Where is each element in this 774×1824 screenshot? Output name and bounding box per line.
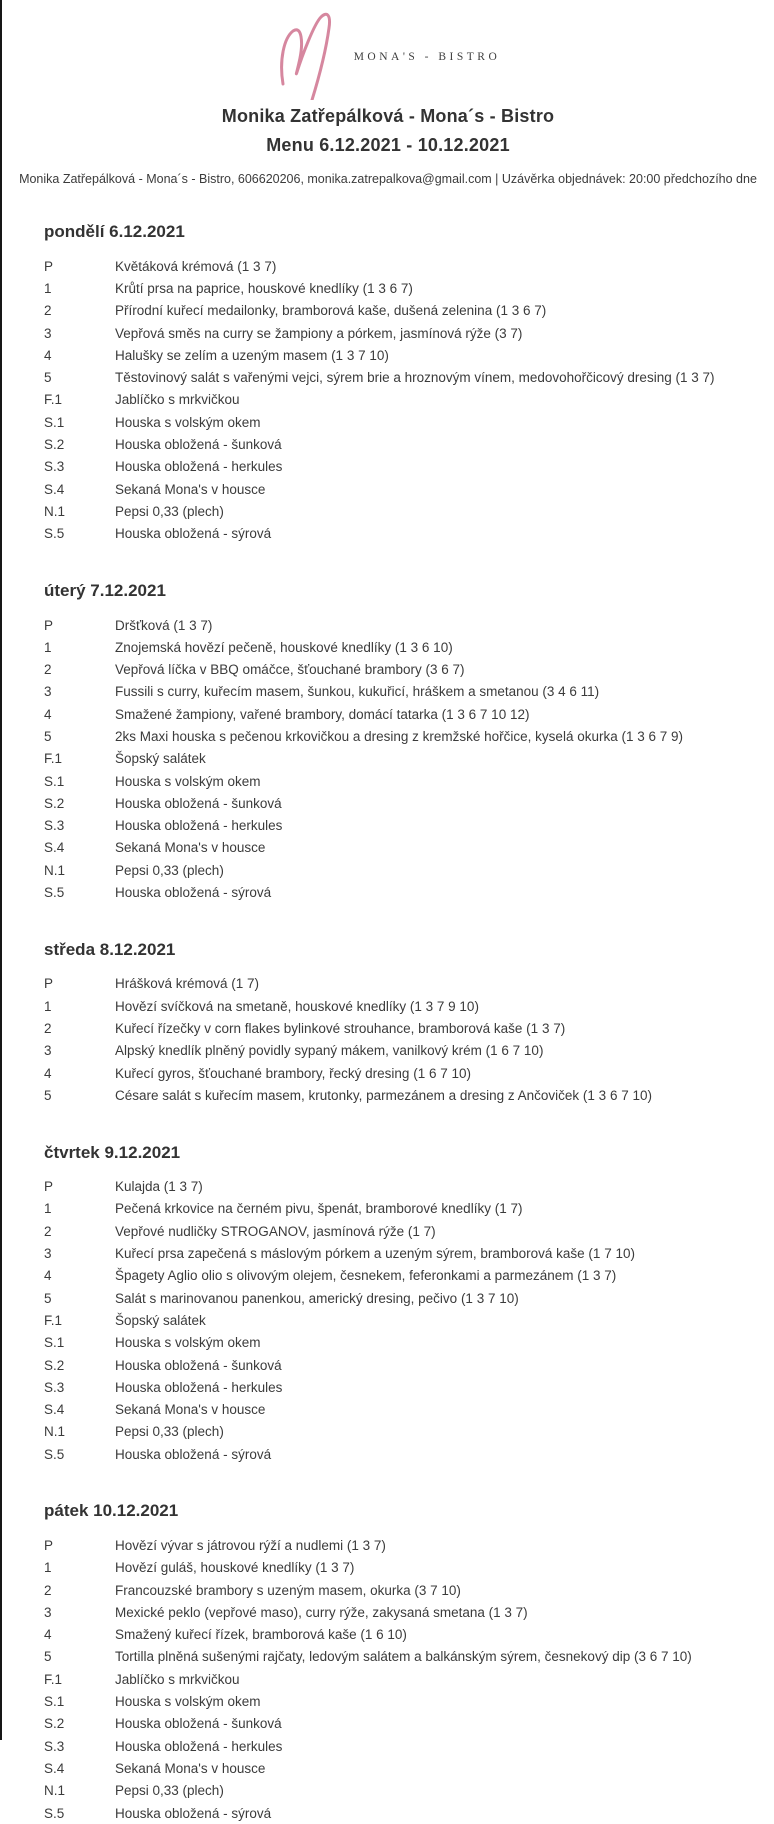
menu-item-row [44, 1534, 754, 1556]
menu-item-row [44, 1017, 754, 1039]
item-text: Smažený kuřecí řízek, bramborová kaše (1 6 10) [115, 1627, 407, 1643]
item-code: P [44, 976, 54, 992]
menu-item-row [44, 1443, 754, 1465]
item-code: 5 [44, 1290, 52, 1306]
script-m-icon [276, 8, 340, 100]
item-text: Šopský salátek [115, 751, 206, 767]
item-text: Krůtí prsa na paprice, houskové knedlíky (1 3 6 7) [115, 280, 413, 296]
menu-item-row [44, 1646, 754, 1668]
menu-item-row [44, 748, 754, 770]
menu-item-row [44, 1176, 754, 1198]
item-code: S.3 [44, 1379, 65, 1395]
menu-item-row [44, 1690, 754, 1712]
menu-item-row [44, 255, 754, 277]
item-code: P [44, 617, 54, 633]
day-title: pondělí 6.12.2021 [44, 222, 185, 241]
item-code: 3 [44, 1246, 52, 1262]
item-text: Houska obložená - herkules [115, 818, 283, 834]
item-text: Smažené žampiony, vařené brambory, domácí tatarka (1 3 6 7 10 12) [115, 706, 530, 722]
item-code: S.5 [44, 526, 65, 542]
item-code: F.1 [44, 1671, 63, 1687]
item-text: Sekaná Mona's v housce [115, 840, 266, 856]
item-text: Francouzské brambory s uzeným masem, okurka (3 7 10) [115, 1582, 461, 1598]
item-code: 4 [44, 706, 52, 722]
menu-item-row [44, 1735, 754, 1757]
day-section [44, 581, 754, 904]
menu-item-row [44, 1601, 754, 1623]
menu-item-row [44, 366, 754, 388]
item-code: 5 [44, 370, 52, 386]
item-code: N.1 [44, 1424, 66, 1440]
item-code: N.1 [44, 1783, 66, 1799]
item-code: S.5 [44, 1446, 65, 1462]
item-text: Houska obložená - šunková [115, 1716, 282, 1732]
menu-item-row [44, 1309, 754, 1331]
item-code: S.3 [44, 459, 65, 475]
menu-item-row [44, 792, 754, 814]
item-text: Sekaná Mona's v housce [115, 1760, 266, 1776]
item-text: Kuřecí prsa zapečená s máslovým pórkem a uzeným sýrem, bramborová kaše (1 7 10) [115, 1246, 635, 1262]
item-text: Houska obložená - šunková [115, 437, 282, 453]
menu-item-row [44, 344, 754, 366]
item-code: F.1 [44, 751, 63, 767]
menu-item-row [44, 837, 754, 859]
item-text: Sekaná Mona's v housce [115, 481, 266, 497]
item-text: 2ks Maxi houska s pečenou krkovičkou a dresing z kremžské hořčice, kyselá okurka (1 3 6 7 9) [115, 728, 684, 744]
item-text: Jablíčko s mrkvičkou [115, 1671, 240, 1687]
item-text: Mexické peklo (vepřové maso), curry rýže, zakysaná smetana (1 3 7) [115, 1604, 528, 1620]
menu-item-row [44, 322, 754, 344]
item-text: Vepřová směs na curry se žampiony a pórkem, jasmínová rýže (3 7) [115, 325, 523, 341]
menu-item-row [44, 1354, 754, 1376]
item-code: 1 [44, 1201, 52, 1217]
item-text: Kuřecí řízečky v corn flakes bylinkové strouhance, bramborová kaše (1 3 7) [115, 1020, 566, 1036]
item-code: 1 [44, 639, 52, 655]
day-title: čtvrtek 9.12.2021 [44, 1142, 181, 1162]
item-text: Pečená krkovice na černém pivu, špenát, bramborové knedlíky (1 7) [115, 1201, 523, 1217]
menu-item-row [44, 411, 754, 433]
item-text: Pepsi 0,33 (plech) [115, 1424, 224, 1440]
day-section [44, 222, 754, 545]
item-code: 5 [44, 1649, 52, 1665]
menu-item-row [44, 1579, 754, 1601]
item-text: Květáková krémová (1 3 7) [115, 258, 277, 274]
menu-item-row [44, 389, 754, 411]
item-code: 2 [44, 1223, 52, 1239]
item-code: F.1 [44, 392, 63, 408]
day-rows [44, 614, 754, 904]
item-code: 3 [44, 325, 52, 341]
menu-item-row [44, 1780, 754, 1802]
menu-item-row [44, 500, 754, 522]
item-text: Halušky se zelím a uzeným masem (1 3 7 10) [115, 347, 389, 363]
item-code: S.3 [44, 818, 65, 834]
menu-date-range: Menu 6.12.2021 - 10.12.2021 [266, 135, 510, 155]
menu-item-row [44, 478, 754, 500]
item-text: Vepřová líčka v BBQ omáčce, šťouchané brambory (3 6 7) [115, 662, 465, 678]
item-text: Dršťková (1 3 7) [115, 617, 213, 633]
item-code: S.4 [44, 1402, 65, 1418]
menu-item-row [44, 1287, 754, 1309]
item-code: P [44, 1538, 54, 1553]
day-rows [44, 1176, 754, 1466]
item-text: Pepsi 0,33 (plech) [115, 503, 224, 519]
item-text: Houska obložená - herkules [115, 459, 283, 475]
item-code: 2 [44, 1020, 52, 1036]
item-code: S.4 [44, 1760, 65, 1776]
item-text: Houska obložená - sýrová [115, 526, 272, 542]
menu-item-row [44, 433, 754, 455]
menu-item-row [44, 1084, 754, 1106]
menu-item-row [44, 1198, 754, 1220]
item-text: Znojemská hovězí pečeně, houskové knedlíky (1 3 6 10) [115, 639, 453, 655]
menu-item-row [44, 1624, 754, 1646]
page-header [2, 0, 774, 186]
item-code: 5 [44, 1087, 52, 1103]
menu-item-row [44, 859, 754, 881]
day-rows [44, 973, 754, 1107]
day-section [44, 1501, 754, 1824]
item-code: S.4 [44, 840, 65, 856]
menu-item-row [44, 277, 754, 299]
item-code: 3 [44, 1604, 52, 1620]
item-code: 1 [44, 1560, 52, 1576]
item-code: P [44, 1179, 54, 1195]
item-code: N.1 [44, 862, 66, 878]
item-text: Špagety Aglio olio s olivovým olejem, česnekem, feferonkami a parmezánem (1 3 7) [115, 1268, 617, 1284]
menu-item-row [44, 1062, 754, 1084]
logo-text: MONA'S - BISTRO [353, 51, 501, 63]
item-text: Hovězí guláš, houskové knedlíky (1 3 7) [115, 1560, 355, 1576]
item-code: 4 [44, 1065, 52, 1081]
item-code: N.1 [44, 503, 66, 519]
item-text: Hrášková krémová (1 7) [115, 976, 260, 992]
item-text: Přírodní kuřecí medailonky, bramborová kaše, dušená zelenina (1 3 6 7) [115, 303, 547, 319]
menu-item-row [44, 881, 754, 903]
item-text: Pepsi 0,33 (plech) [115, 862, 224, 878]
item-code: 2 [44, 303, 52, 319]
item-code: 4 [44, 1268, 52, 1284]
item-text: Houska obložená - sýrová [115, 1805, 272, 1821]
item-code: S.2 [44, 1357, 65, 1373]
menu-item-row [44, 300, 754, 322]
day-rows [44, 1534, 754, 1824]
item-code: 2 [44, 662, 52, 678]
item-code: S.1 [44, 414, 65, 430]
item-code: 5 [44, 728, 52, 744]
day-title: pátek 10.12.2021 [44, 1501, 179, 1521]
item-code: S.1 [44, 773, 65, 789]
item-text: Houska s volským okem [115, 773, 261, 789]
menu-item-row [44, 1421, 754, 1443]
item-text: Kuřecí gyros, šťouchané brambory, řecký dresing (1 6 7 10) [115, 1065, 471, 1081]
item-code: S.3 [44, 1738, 65, 1754]
item-text: Houska s volským okem [115, 414, 261, 430]
menu-item-row [44, 1668, 754, 1690]
item-code: 1 [44, 998, 52, 1014]
menu-item-row [44, 1376, 754, 1398]
item-code: S.2 [44, 795, 65, 811]
item-code: S.5 [44, 1805, 65, 1821]
item-text: Césare salát s kuřecím masem, krutonky, parmezánem a dresing z Ančoviček (1 3 6 7 10) [115, 1087, 652, 1103]
menu-item-row [44, 456, 754, 478]
menu-item-row [44, 1713, 754, 1735]
menu-item-row [44, 815, 754, 837]
day-section [44, 940, 754, 1107]
item-text: Těstovinový salát s vařenými vejci, sýrem brie a hroznovým vínem, medovohořčicový dresing (1 3 7) [115, 370, 715, 386]
contact-line: Monika Zatřepálková - Mona´s - Bistro, 606620206, monika.zatrepalkova@gmail.com | Uzávěrka objednávek: 20:00 předchozího dne [19, 172, 757, 186]
item-text: Pepsi 0,33 (plech) [115, 1783, 224, 1799]
item-text: Hovězí svíčková na smetaně, houskové knedlíky (1 3 7 9 10) [115, 998, 479, 1014]
item-code: 3 [44, 1043, 52, 1059]
item-code: 4 [44, 347, 52, 363]
item-code: S.2 [44, 1716, 65, 1732]
item-code: 4 [44, 1627, 52, 1643]
menu-item-row [44, 1557, 754, 1579]
item-code: 1 [44, 280, 52, 296]
menu-days [2, 222, 774, 1824]
menu-item-row [44, 770, 754, 792]
item-text: Sekaná Mona's v housce [115, 1402, 266, 1418]
item-text: Houska obložená - šunková [115, 1357, 282, 1373]
menu-item-row [44, 1332, 754, 1354]
item-text: Šopský salátek [115, 1312, 206, 1328]
item-text: Jablíčko s mrkvičkou [115, 392, 240, 408]
day-rows [44, 255, 754, 545]
day-section [44, 1143, 754, 1466]
item-code: S.4 [44, 481, 65, 497]
item-text: Hovězí vývar s játrovou rýží a nudlemi (1 3 7) [115, 1538, 386, 1553]
menu-item-row [44, 636, 754, 658]
item-text: Alpský knedlík plněný povidly sypaný mákem, vanilkový krém (1 6 7 10) [115, 1043, 544, 1059]
item-text: Vepřové nudličky STROGANOV, jasmínová rýže (1 7) [115, 1223, 436, 1239]
logo [2, 8, 774, 100]
menu-item-row [44, 523, 754, 545]
menu-item-row [44, 973, 754, 995]
page-title: Monika Zatřepálková - Mona´s - Bistro [221, 106, 555, 126]
item-text: Salát s marinovanou panenkou, americký dresing, pečivo (1 3 7 10) [115, 1290, 519, 1306]
item-text: Tortilla plněná sušenými rajčaty, ledovým salátem a balkánským sýrem, česnekový dip (3 6 7 10) [115, 1649, 692, 1665]
item-code: 3 [44, 684, 52, 700]
day-title: úterý 7.12.2021 [44, 580, 166, 600]
item-code: S.1 [44, 1694, 65, 1710]
menu-item-row [44, 1802, 754, 1824]
item-code: S.2 [44, 437, 65, 453]
item-code: S.1 [44, 1335, 65, 1351]
menu-item-row [44, 703, 754, 725]
item-text: Houska obložená - sýrová [115, 1446, 272, 1462]
menu-item-row [44, 725, 754, 747]
item-text: Kulajda (1 3 7) [115, 1179, 203, 1195]
menu-item-row [44, 1040, 754, 1062]
item-text: Houska s volským okem [115, 1335, 261, 1351]
menu-item-row [44, 995, 754, 1017]
item-text: Houska obložená - herkules [115, 1379, 283, 1395]
menu-item-row [44, 1398, 754, 1420]
item-code: F.1 [44, 1312, 63, 1328]
day-title: středa 8.12.2021 [44, 939, 176, 959]
item-text: Houska obložená - sýrová [115, 885, 272, 901]
menu-item-row [44, 1265, 754, 1287]
menu-item-row [44, 658, 754, 680]
menu-item-row [44, 1757, 754, 1779]
menu-item-row [44, 1220, 754, 1242]
menu-item-row [44, 614, 754, 636]
item-text: Fussili s curry, kuřecím masem, šunkou, kukuřicí, hráškem a smetanou (3 4 6 11) [115, 684, 600, 700]
item-code: 2 [44, 1582, 52, 1598]
item-text: Houska obložená - herkules [115, 1738, 283, 1754]
menu-item-row [44, 1242, 754, 1264]
item-text: Houska obložená - šunková [115, 795, 282, 811]
item-text: Houska s volským okem [115, 1694, 261, 1710]
item-code: S.5 [44, 885, 65, 901]
item-code: P [44, 258, 54, 274]
menu-item-row [44, 681, 754, 703]
